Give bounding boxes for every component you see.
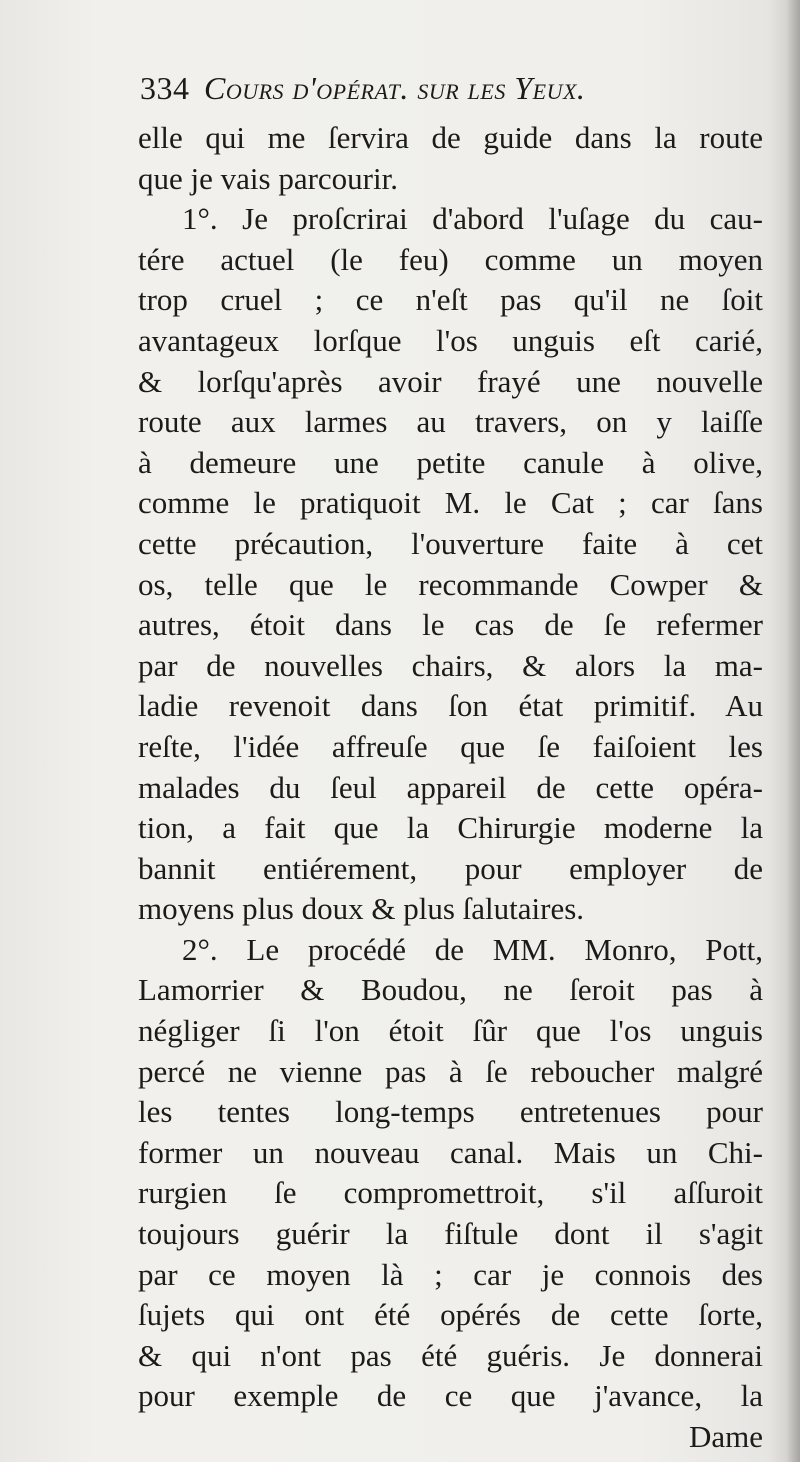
- text-line: 1°. Je proſcrirai d'abord l'uſage du cau-: [182, 201, 763, 237]
- text-line: reſte, l'idée affreuſe que ſe faiſoient les: [138, 728, 763, 764]
- running-title: Cours d'opérat. sur les Yeux.: [204, 70, 586, 106]
- text-line: négliger ſi l'on étoit ſûr que l'os unguis: [138, 1013, 763, 1049]
- text-line: trop cruel ; ce n'eſt pas qu'il ne ſoit: [138, 282, 763, 318]
- text-line: autres, étoit dans le cas de ſe refermer: [138, 607, 763, 643]
- text-line: par ce moyen là ; car je connois des: [138, 1256, 763, 1292]
- page-number: 334: [140, 70, 190, 106]
- text-line: & qui n'ont pas été guéris. Je donnerai: [138, 1337, 763, 1373]
- text-line: à demeure une petite canule à olive,: [138, 444, 763, 480]
- text-line: les tentes long-temps entretenues pour: [138, 1094, 763, 1130]
- text-line: tion, a fait que la Chirurgie moderne la: [138, 810, 763, 846]
- text-line: malades du ſeul appareil de cette opéra-: [138, 769, 763, 805]
- text-line: cette précaution, l'ouverture faite à cet: [138, 525, 763, 561]
- text-line: os, telle que le recommande Cowper &: [138, 566, 763, 602]
- text-line: que je vais parcourir.: [138, 160, 398, 196]
- catchword: Dame: [688, 1419, 763, 1454]
- body-text: [138, 118, 763, 1458]
- text-line: ſujets qui ont été opérés de cette ſorte,: [138, 1297, 763, 1333]
- text-line: former un nouveau canal. Mais un Chi-: [138, 1134, 763, 1170]
- text-line: Lamorrier & Boudou, ne ſeroit pas à: [138, 972, 763, 1008]
- text-line: moyens plus doux & plus ſalutaires.: [138, 891, 585, 927]
- text-line: ladie revenoit dans ſon état primitif. Au: [138, 688, 763, 724]
- text-line: tére actuel (le feu) comme un moyen: [138, 241, 763, 277]
- text-line: 2°. Le procédé de MM. Monro, Pott,: [182, 931, 763, 967]
- running-header: [140, 70, 740, 120]
- text-line: & lorſqu'après avoir frayé une nouvelle: [138, 363, 763, 399]
- text-line: rurgien ſe compromettroit, s'il aſſuroit: [138, 1175, 763, 1211]
- text-line: bannit entiérement, pour employer de: [138, 850, 763, 886]
- text-line: pour exemple de ce que j'avance, la: [138, 1378, 763, 1414]
- text-line: comme le pratiquoit M. le Cat ; car ſans: [138, 485, 763, 521]
- text-line: percé ne vienne pas à ſe reboucher malgré: [138, 1053, 763, 1089]
- text-line: elle qui me ſervira de guide dans la route: [138, 120, 763, 155]
- text-line: toujours guérir la fiſtule dont il s'agit: [138, 1216, 763, 1252]
- text-line: par de nouvelles chairs, & alors la ma-: [138, 647, 763, 683]
- text-line: route aux larmes au travers, on y laiſſe: [138, 404, 763, 440]
- page-edge-shadow: [786, 0, 800, 1462]
- text-line: avantageux lorſque l'os unguis eſt carié,: [138, 322, 763, 358]
